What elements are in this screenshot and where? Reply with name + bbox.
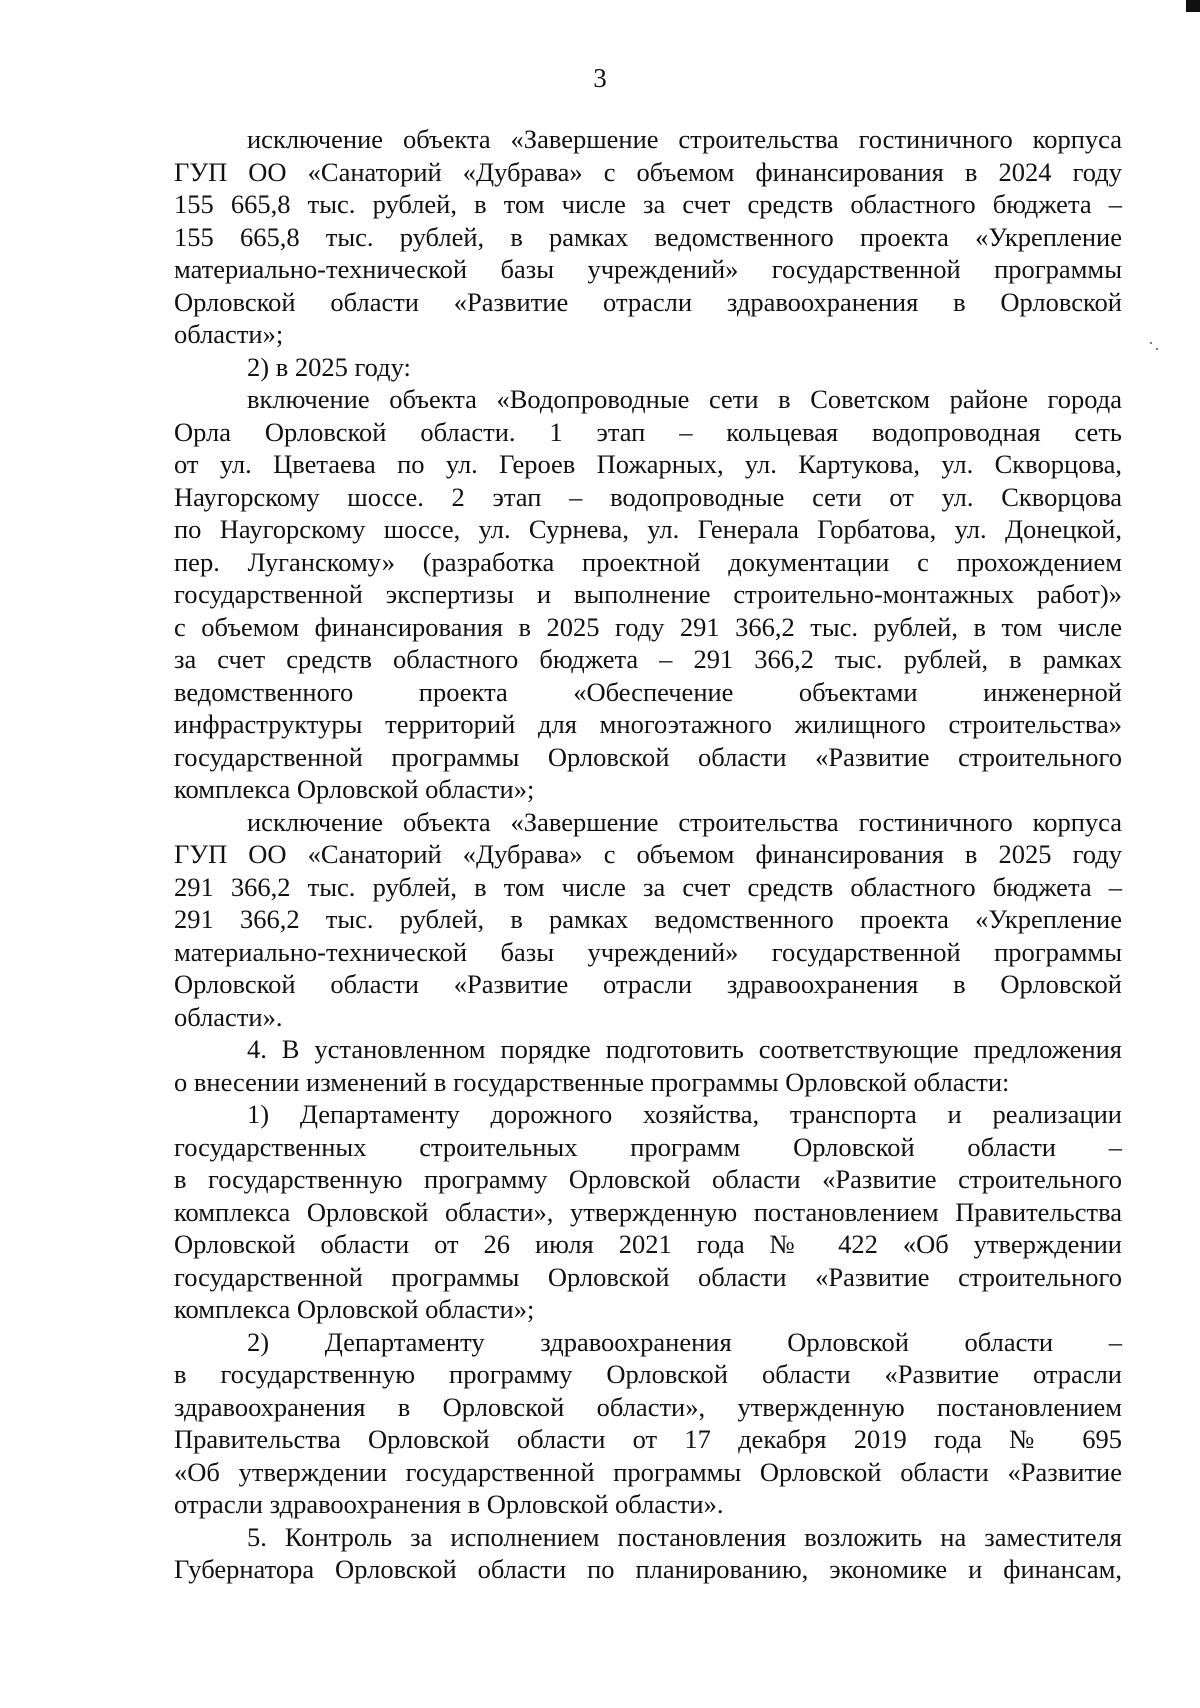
text-line: 4. В установленном порядке подготовить соответствующие предложения — [247, 1034, 1122, 1064]
text-line: 2) в 2025 году: — [247, 351, 411, 382]
text-line: пер. Луганскому» (разработка проектной документации с прохождением — [174, 546, 1122, 577]
text-line: ГУП ОО «Санаторий «Дубрава» с объемом финансирования в 2025 году — [174, 839, 1122, 869]
text-line: Орла Орловской области. 1 этап – кольцевая водопроводная сеть — [174, 416, 1122, 447]
text-line: Орловской области «Развитие отрасли здравоохранения в Орловской — [174, 969, 1122, 999]
text-line: Губернатора Орловской области по планированию, экономике и финансам, — [174, 1554, 1122, 1584]
text-line: 155 665,8 тыс. рублей, в рамках ведомственного проекта «Укрепление — [174, 221, 1122, 252]
text-line: государственной экспертизы и выполнение строительно-монтажных работ)» — [174, 579, 1122, 609]
text-line: Правительства Орловской области от 17 декабря 2019 года № 695 — [174, 1424, 1122, 1454]
text-line: материально-технической базы учреждений» государственной программы — [174, 254, 1122, 284]
document-body — [174, 123, 1122, 1586]
scan-speck — [1150, 342, 1152, 344]
text-line: Орловской области от 26 июля 2021 года № 422 «Об утверждении — [174, 1229, 1122, 1259]
text-line: включение объекта «Водопроводные сети в Советском районе города — [247, 384, 1122, 414]
text-line: комплекса Орловской области»; — [174, 1294, 535, 1324]
text-line: области»; — [174, 319, 284, 349]
text-line: комплекса Орловской области»; — [174, 774, 535, 804]
text-line: за счет средств областного бюджета – 291 366,2 тыс. рублей, в рамках — [174, 644, 1122, 674]
text-line: исключение объекта «Завершение строительства гостиничного корпуса — [247, 124, 1122, 154]
text-line: инфраструктуры территорий для многоэтажного жилищного строительства» — [174, 709, 1122, 739]
text-line: ведомственного проекта «Обеспечение объектами инженерной — [174, 676, 1122, 707]
text-line: в государственную программу Орловской области «Развитие строительного — [174, 1164, 1122, 1194]
text-line: области». — [174, 1001, 283, 1032]
text-line: отрасли здравоохранения в Орловской области». — [174, 1489, 724, 1519]
text-line: с объемом финансирования в 2025 году 291 366,2 тыс. рублей, в том числе — [174, 611, 1122, 642]
text-line: государственной программы Орловской области «Развитие строительного — [174, 741, 1122, 772]
text-line: государственной программы Орловской области «Развитие строительного — [174, 1261, 1122, 1292]
text-line: «Об утверждении государственной программы Орловской области «Развитие — [174, 1456, 1122, 1487]
page-number: 3 — [593, 63, 607, 93]
text-line: государственных строительных программ Орловской области – — [174, 1131, 1122, 1162]
text-line: 155 665,8 тыс. рублей, в том числе за счет средств областного бюджета – — [174, 189, 1122, 219]
scan-speck — [1156, 348, 1158, 350]
text-line: Наугорскому шоссе. 2 этап – водопроводные сети от ул. Скворцова — [174, 481, 1122, 512]
scan-corner-mark — [1186, 0, 1200, 12]
text-line: по Наугорскому шоссе, ул. Сурнева, ул. Генерала Горбатова, ул. Донецкой, — [174, 514, 1122, 544]
text-line: 1) Департаменту дорожного хозяйства, транспорта и реализации — [247, 1099, 1122, 1129]
text-line: Орловской области «Развитие отрасли здравоохранения в Орловской — [174, 286, 1122, 317]
text-line: исключение объекта «Завершение строительства гостиничного корпуса — [247, 806, 1122, 837]
text-line: 2) Департаменту здравоохранения Орловской области – — [247, 1326, 1122, 1357]
text-line: в государственную программу Орловской области «Развитие отрасли — [174, 1359, 1122, 1389]
text-line: комплекса Орловской области», утвержденную постановлением Правительства — [174, 1196, 1122, 1227]
text-line: о внесении изменений в государственные программы Орловской области: — [174, 1066, 1010, 1097]
text-line: 291 366,2 тыс. рублей, в рамках ведомственного проекта «Укрепление — [174, 904, 1122, 934]
text-line: 5. Контроль за исполнением постановления возложить на заместителя — [247, 1521, 1122, 1552]
text-line: здравоохранения в Орловской области», утвержденную постановлением — [174, 1391, 1122, 1422]
text-line: материально-технической базы учреждений» государственной программы — [174, 936, 1122, 967]
text-line: 291 366,2 тыс. рублей, в том числе за счет средств областного бюджета – — [174, 871, 1122, 902]
text-line: от ул. Цветаева по ул. Героев Пожарных, ул. Картукова, ул. Скворцова, — [174, 449, 1122, 479]
text-line: ГУП ОО «Санаторий «Дубрава» с объемом финансирования в 2024 году — [174, 156, 1122, 187]
